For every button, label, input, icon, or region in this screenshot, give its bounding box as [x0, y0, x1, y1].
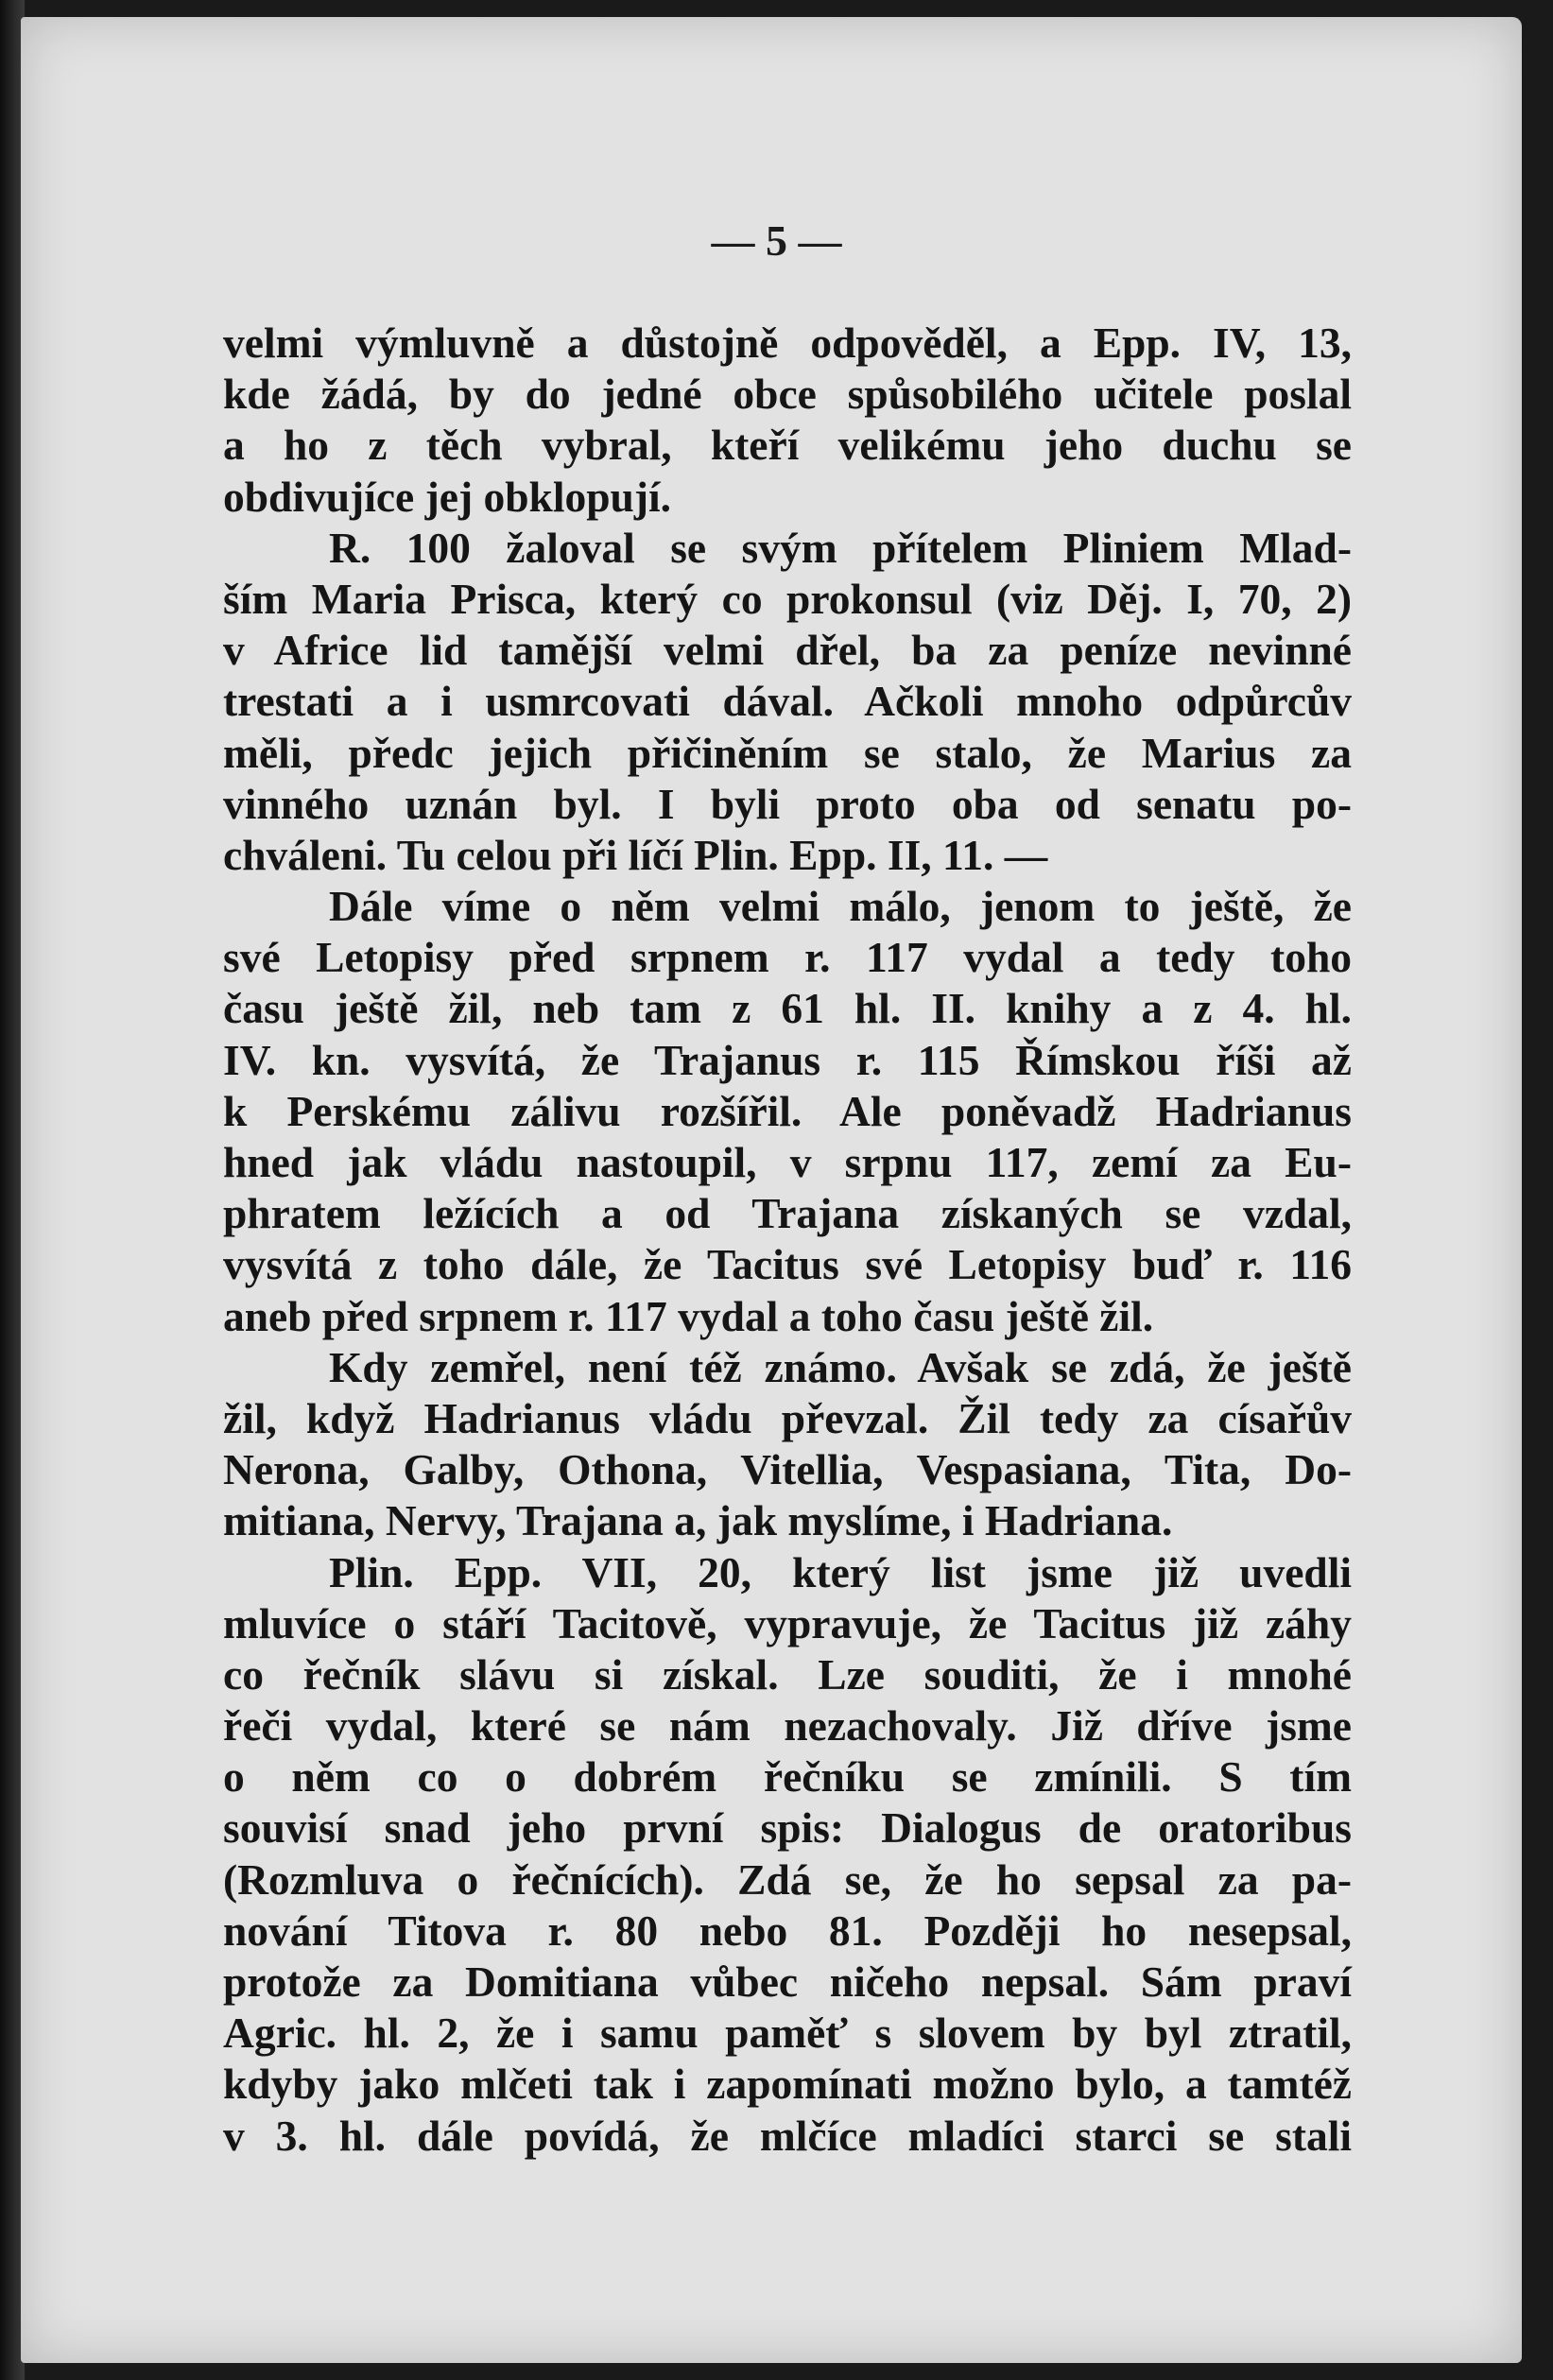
text-line: měli, předc jejich přičiněním se stalo, že Marius za [223, 728, 1352, 777]
text-line: souvisí snad jeho první spis: Dialogus de oratoribus [223, 1803, 1352, 1853]
text-line: mluvíce o stáří Tacitově, vypravuje, že Tacitus již záhy [223, 1598, 1352, 1647]
text-line: nování Titova r. 80 nebo 81. Později ho nesepsal, [223, 1906, 1352, 1955]
text-line: své Letopisy před srpnem r. 117 vydal a tedy toho [223, 933, 1352, 982]
text-line: trestati a i usmrcovati dával. Ačkoli mnoho odpůrcův [223, 677, 1352, 726]
text-line: k Perskému zálivu rozšířil. Ale poněvadž Hadrianus [223, 1086, 1352, 1135]
text-line: vinného uznán byl. I byli proto oba od senatu po- [223, 779, 1352, 828]
text-line: Agric. hl. 2, že i samu paměť s slovem by byl ztratil, [223, 2009, 1352, 2058]
text-line: obdivujíce jej obklopují. [223, 472, 672, 521]
text-line: chváleni. Tu celou při líčí Plin. Epp. II, 11. — [223, 830, 1048, 879]
text-line: o něm co o dobrém řečníku se zmínili. S tím [223, 1752, 1352, 1802]
text-line: Plin. Epp. VII, 20, který list jsme již uvedli [329, 1547, 1352, 1596]
text-line: času ještě žil, neb tam z 61 hl. II. knihy a z 4. hl. [223, 984, 1352, 1033]
text-line: vysvítá z toho dále, že Tacitus své Letopisy buď r. 116 [223, 1240, 1352, 1289]
text-line: aneb před srpnem r. 117 vydal a toho času ještě žil. [223, 1291, 1154, 1340]
text-line: co řečník slávu si získal. Lze souditi, že i mnohé [223, 1649, 1352, 1699]
body-text [223, 318, 1352, 2162]
text-line: kdyby jako mlčeti tak i zapomínati možno bylo, a tamtéž [223, 2060, 1352, 2109]
text-line: hned jak vládu nastoupil, v srpnu 117, zemí za Eu- [223, 1138, 1352, 1186]
text-line: Nerona, Galby, Othona, Vitellia, Vespasiana, Tita, Do- [223, 1445, 1352, 1494]
text-line: žil, když Hadrianus vládu převzal. Žil tedy za císařův [223, 1393, 1352, 1442]
text-line: phratem ležících a od Trajana získaných se vzdal, [223, 1189, 1352, 1238]
text-line: a ho z těch vybral, kteří velikému jeho duchu se [223, 421, 1352, 470]
text-line: kde žádá, by do jedné obce spůsobilého učitele poslal [223, 370, 1352, 419]
text-line: Dále víme o něm velmi málo, jenom to ještě, že [329, 882, 1352, 931]
text-line: v Africe lid tamější velmi dřel, ba za peníze nevinné [223, 626, 1352, 675]
text-line: R. 100 žaloval se svým přítelem Pliniem Mlad- [329, 523, 1352, 572]
text-line: protože za Domitiana vůbec ničeho nepsal. Sám praví [223, 1957, 1352, 2006]
text-line: (Rozmluva o řečnících). Zdá se, že ho sepsal za pa- [223, 1854, 1352, 1904]
text-line: velmi výmluvně a důstojně odpověděl, a Epp. IV, 13, [223, 319, 1352, 367]
text-line: Kdy zemřel, není též známo. Avšak se zdá, že ještě [329, 1342, 1352, 1391]
text-line: v 3. hl. dále povídá, že mlčíce mladíci starci se stali [223, 2111, 1352, 2160]
text-line: řeči vydal, které se nám nezachovaly. Již dříve jsme [223, 1701, 1352, 1751]
text-line: IV. kn. vysvítá, že Trajanus r. 115 Římskou říši až [223, 1035, 1352, 1084]
page-number: — 5 — [711, 216, 842, 265]
text-line: ším Maria Prisca, který co prokonsul (viz Děj. I, 70, 2) [223, 574, 1352, 623]
text-line: mitiana, Nervy, Trajana a, jak myslíme, i Hadriana. [223, 1496, 1173, 1545]
